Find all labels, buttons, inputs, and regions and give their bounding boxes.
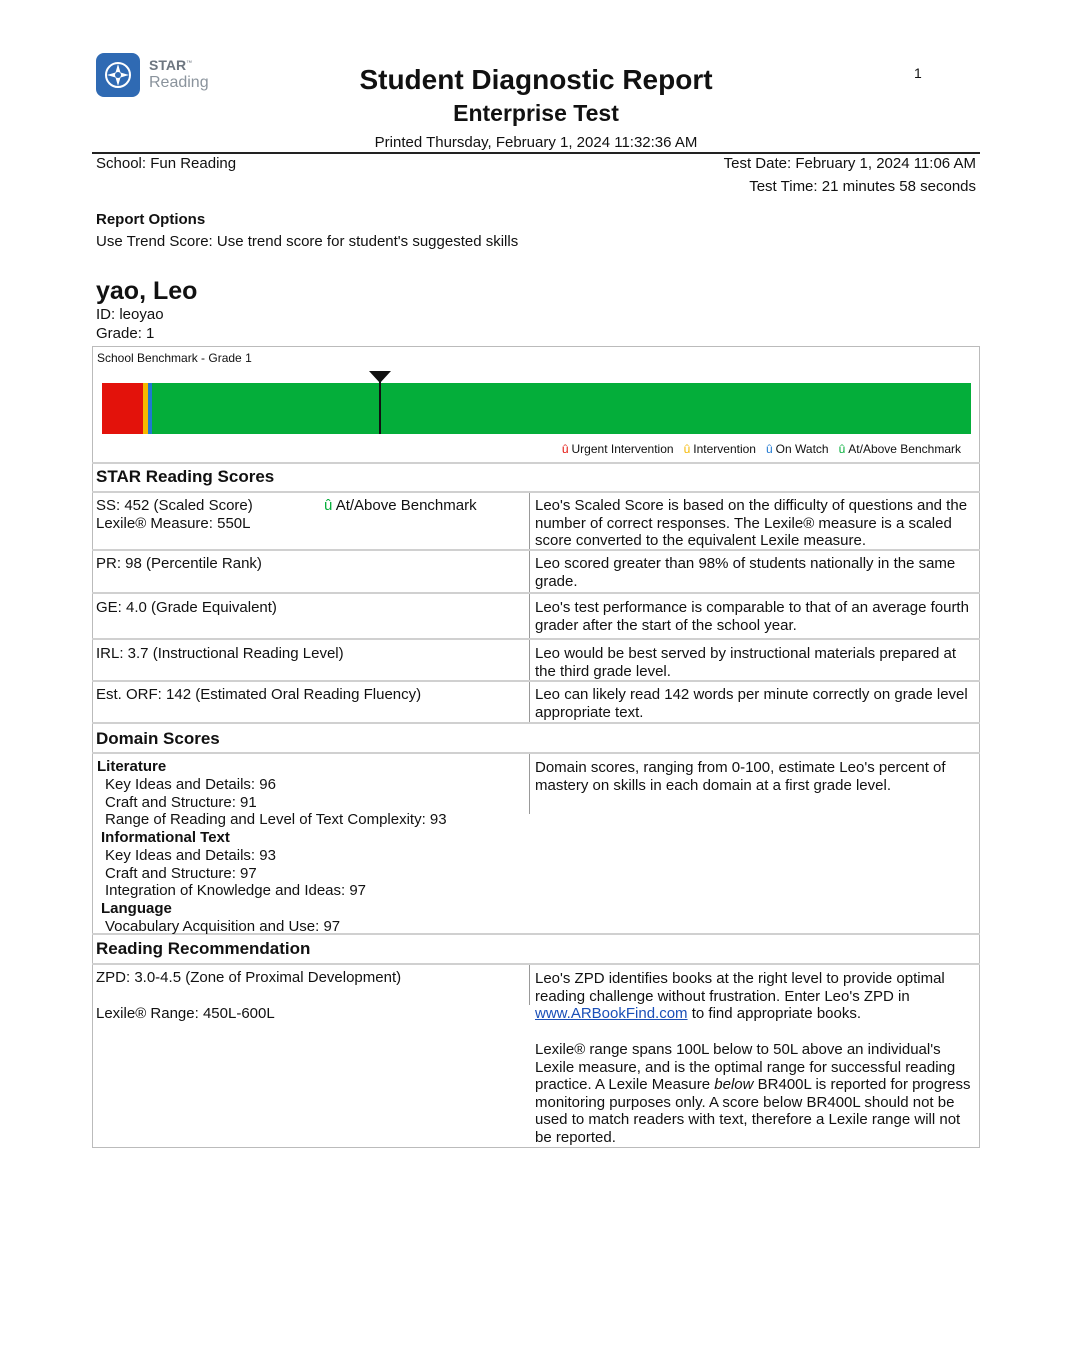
divider bbox=[92, 752, 980, 754]
lexile-description-text-end: BR400L is reported for progress monitoring purposes only. A score below BR400L should not be used to match readers with text, therefore a Lexile range will not be reported. bbox=[535, 1076, 971, 1146]
logo-product-text: Reading bbox=[149, 74, 209, 91]
divider bbox=[92, 491, 980, 493]
list-item: Key Ideas and Details: 96 bbox=[105, 776, 276, 793]
test-time: Test Time: 21 minutes 58 seconds bbox=[749, 178, 976, 195]
report-subtitle: Enterprise Test bbox=[453, 100, 619, 126]
benchmark-label: School Benchmark - Grade 1 bbox=[97, 351, 252, 365]
list-item: Key Ideas and Details: 93 bbox=[105, 846, 276, 864]
divider bbox=[92, 592, 980, 594]
zpd-description bbox=[535, 970, 975, 1023]
zpd: ZPD: 3.0-4.5 (Zone of Proximal Development) bbox=[96, 969, 402, 986]
school-name: School: Fun Reading bbox=[96, 155, 237, 172]
percentile-rank: PR: 98 (Percentile Rank) bbox=[96, 555, 262, 572]
lexile-range-description bbox=[535, 1041, 975, 1146]
report-options-heading: Report Options bbox=[96, 211, 206, 228]
instructional-reading-level-description: Leo would be best served by instructional materials prepared at the third grade level. bbox=[535, 645, 957, 680]
lexile-description-text: Lexile® range spans 100L below to 50L above an individual's Lexile measure, and is the optimal range for successful reading practice. A Lexile Measure bbox=[535, 1041, 956, 1093]
printed-date: Printed Thursday, February 1, 2024 11:32:36 AM bbox=[374, 134, 698, 151]
divider bbox=[92, 963, 980, 965]
report-options-text: Use Trend Score: Use trend score for student's suggested skills bbox=[96, 233, 519, 250]
score-marker-icon bbox=[369, 371, 391, 383]
list-item: Craft and Structure: 97 bbox=[105, 864, 257, 882]
lexile-range: Lexile® Range: 450L-600L bbox=[96, 1005, 275, 1022]
list-item: Craft and Structure: 91 bbox=[105, 793, 257, 811]
domain-heading: Domain Scores bbox=[96, 729, 220, 748]
domain-informational-text: Informational Text bbox=[101, 829, 230, 847]
list-item: Integration of Knowledge and Ideas: 97 bbox=[105, 882, 367, 900]
list-item: Range of Reading and Level of Text Complexity: 93 bbox=[105, 811, 447, 829]
logo-brand-text: STAR™ bbox=[149, 57, 193, 73]
literature-list bbox=[101, 776, 447, 935]
column-divider bbox=[529, 640, 530, 680]
scaled-score: SS: 452 (Scaled Score) bbox=[96, 497, 253, 514]
grade-equivalent: GE: 4.0 (Grade Equivalent) bbox=[96, 599, 277, 616]
benchmark-legend bbox=[552, 442, 961, 456]
legend-marker-icon: û bbox=[765, 442, 773, 456]
benchmark-segment-at-above-benchmark bbox=[152, 383, 971, 434]
column-divider bbox=[529, 682, 530, 722]
domain-language: Language bbox=[101, 899, 172, 917]
student-id: ID: leoyao bbox=[96, 306, 164, 323]
legend-item bbox=[562, 442, 674, 456]
domain-description: Domain scores, ranging from 0-100, estimate Leo's percent of mastery on skills in each domain at a first grade level. bbox=[535, 759, 946, 794]
legend-item bbox=[839, 442, 961, 456]
legend-label: Intervention bbox=[693, 442, 756, 456]
grade-equivalent-description: Leo's test performance is comparable to that of an average fourth grader after the start of the school year. bbox=[535, 599, 969, 634]
column-divider bbox=[529, 493, 530, 549]
at-above-benchmark-icon: û bbox=[324, 497, 333, 514]
arbookfind-link[interactable]: www.ARBookFind.com bbox=[535, 1005, 688, 1022]
divider bbox=[92, 722, 980, 724]
column-divider bbox=[529, 551, 530, 592]
student-grade: Grade: 1 bbox=[96, 325, 155, 342]
zpd-description-text: Leo's ZPD identifies books at the right level to provide optimal reading challenge without frustration. Enter Leo's ZPD in bbox=[535, 970, 945, 1005]
divider bbox=[92, 462, 980, 464]
oral-reading-fluency: Est. ORF: 142 (Estimated Oral Reading Fluency) bbox=[96, 686, 422, 703]
legend-marker-icon: û bbox=[561, 442, 569, 456]
test-date: Test Date: February 1, 2024 11:06 AM bbox=[723, 155, 976, 172]
legend-item bbox=[684, 442, 756, 456]
legend-label: At/Above Benchmark bbox=[848, 442, 961, 456]
lexile-measure: Lexile® Measure: 550L bbox=[96, 515, 251, 532]
list-item: Vocabulary Acquisition and Use: 97 bbox=[105, 917, 341, 935]
scores-heading: STAR Reading Scores bbox=[96, 467, 275, 486]
student-name: yao, Leo bbox=[96, 277, 198, 305]
domain-literature: Literature bbox=[97, 758, 167, 775]
recommendation-heading: Reading Recommendation bbox=[96, 939, 311, 958]
legend-label: Urgent Intervention bbox=[571, 442, 674, 456]
column-divider bbox=[529, 965, 530, 1005]
divider bbox=[92, 638, 980, 640]
legend-marker-icon: û bbox=[683, 442, 691, 456]
report-title: Student Diagnostic Report bbox=[359, 64, 713, 95]
divider bbox=[92, 680, 980, 682]
lexile-description-emphasis: below bbox=[714, 1076, 754, 1093]
benchmark-status-label: At/Above Benchmark bbox=[335, 497, 477, 514]
legend-marker-icon: û bbox=[838, 442, 846, 456]
column-divider bbox=[529, 754, 530, 814]
benchmark-segment-urgent-intervention bbox=[102, 383, 143, 434]
percentile-rank-description: Leo scored greater than 98% of students nationally in the same grade. bbox=[535, 555, 956, 590]
instructional-reading-level: IRL: 3.7 (Instructional Reading Level) bbox=[96, 645, 344, 662]
column-divider bbox=[529, 594, 530, 638]
legend-item bbox=[766, 442, 829, 456]
scaled-score-description: Leo's Scaled Score is based on the difficulty of questions and the number of correct responses. The Lexile® measure is a scaled score converted to the equivalent Lexile measure. bbox=[535, 497, 968, 549]
header-divider bbox=[92, 152, 980, 154]
zpd-description-text-end: to find appropriate books. bbox=[691, 1005, 862, 1022]
benchmark-status bbox=[324, 497, 477, 515]
page-number: 1 bbox=[914, 65, 922, 81]
oral-reading-fluency-description: Leo can likely read 142 words per minute correctly on grade level appropriate text. bbox=[535, 686, 968, 721]
legend-label: On Watch bbox=[775, 442, 829, 456]
score-marker-line bbox=[379, 380, 381, 434]
